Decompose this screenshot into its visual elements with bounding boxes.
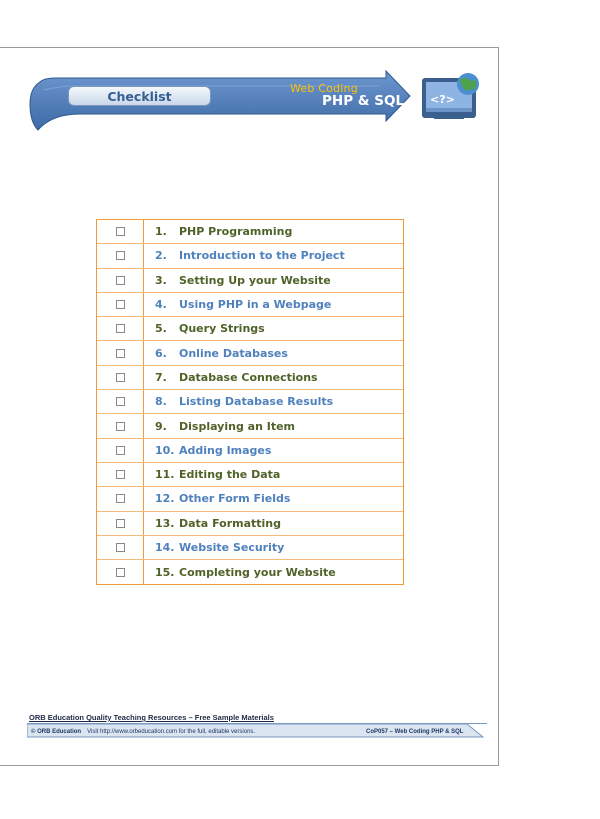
checkbox-cell xyxy=(97,317,144,340)
item-number: 3. xyxy=(155,273,167,287)
checklist-row xyxy=(97,536,403,560)
footer-copyright: © ORB Education xyxy=(31,729,82,735)
checklist-table xyxy=(96,219,404,585)
header-banner xyxy=(0,0,600,160)
footer-visit-text: Visit http://www.orbeducation.com for the full, editable versions. xyxy=(87,729,256,735)
checklist-item xyxy=(144,463,403,486)
checklist-row xyxy=(97,439,403,463)
checkbox[interactable] xyxy=(116,276,125,285)
checklist-item xyxy=(144,414,403,437)
checklist-row xyxy=(97,366,403,390)
checklist-row xyxy=(97,390,403,414)
checkbox-cell xyxy=(97,439,144,462)
course-title: PHP & SQL xyxy=(322,93,405,109)
item-number: 11. xyxy=(155,468,175,482)
item-title: Website Security xyxy=(179,541,285,554)
checkbox[interactable] xyxy=(116,568,125,577)
checkbox[interactable] xyxy=(116,494,125,503)
item-number: 10. xyxy=(155,443,175,457)
checklist-item xyxy=(144,269,403,292)
checklist-item xyxy=(144,293,403,316)
checklist-item xyxy=(144,487,403,510)
item-title: Setting Up your Website xyxy=(179,273,331,287)
checkbox-cell xyxy=(97,487,144,510)
item-title: Completing your Website xyxy=(179,565,336,579)
item-title: Online Databases xyxy=(179,346,288,360)
checklist-item xyxy=(144,536,403,559)
code-icon-text: <?> xyxy=(430,93,455,106)
item-title: Displaying an Item xyxy=(179,419,296,433)
item-number: 1. xyxy=(155,225,167,239)
item-title: Database Connections xyxy=(179,370,318,384)
item-number: 15. xyxy=(155,565,175,579)
checkbox-cell xyxy=(97,512,144,535)
item-title: PHP Programming xyxy=(179,225,293,239)
checkbox-cell xyxy=(97,244,144,267)
course-subtitle: Web Coding xyxy=(290,82,358,95)
checkbox-cell xyxy=(97,220,144,243)
item-number: 7. xyxy=(155,370,167,384)
checklist-row xyxy=(97,317,403,341)
checklist-row xyxy=(97,244,403,268)
item-title: Introduction to the Project xyxy=(179,249,345,263)
item-title: Using PHP in a Webpage xyxy=(179,298,332,312)
code-icon xyxy=(418,72,488,132)
checkbox[interactable] xyxy=(116,349,125,358)
checkbox[interactable] xyxy=(116,251,125,260)
item-number: 8. xyxy=(155,395,167,409)
item-number: 4. xyxy=(155,298,167,312)
checkbox-cell xyxy=(97,293,144,316)
item-number: 13. xyxy=(155,516,175,530)
checkbox-cell xyxy=(97,366,144,389)
checklist-tab: Checklist xyxy=(68,86,211,106)
item-title: Adding Images xyxy=(179,443,272,457)
checkbox[interactable] xyxy=(116,543,125,552)
checkbox-cell xyxy=(97,463,144,486)
checkbox[interactable] xyxy=(116,519,125,528)
item-number: 12. xyxy=(155,492,175,506)
checkbox[interactable] xyxy=(116,422,125,431)
checkbox[interactable] xyxy=(116,373,125,382)
checklist-item xyxy=(144,220,403,243)
checklist-item xyxy=(144,560,403,584)
checkbox[interactable] xyxy=(116,300,125,309)
checklist-item xyxy=(144,366,403,389)
checklist-row xyxy=(97,512,403,536)
checkbox-cell xyxy=(97,414,144,437)
checkbox[interactable] xyxy=(116,446,125,455)
checklist-row xyxy=(97,414,403,438)
checklist-row xyxy=(97,463,403,487)
item-title: Other Form Fields xyxy=(179,492,291,506)
checklist-row xyxy=(97,269,403,293)
checklist-row xyxy=(97,220,403,244)
checkbox-cell xyxy=(97,341,144,364)
item-number: 9. xyxy=(155,419,167,433)
checkbox-cell xyxy=(97,390,144,413)
banner-arrow-graphic xyxy=(0,0,600,160)
checklist-item xyxy=(144,244,403,267)
footer-copyright-line xyxy=(31,729,255,735)
checklist-row xyxy=(97,560,403,584)
checkbox[interactable] xyxy=(116,324,125,333)
checkbox-cell xyxy=(97,269,144,292)
item-title: Editing the Data xyxy=(179,468,281,482)
item-title: Query Strings xyxy=(179,322,265,336)
item-number: 5. xyxy=(155,322,167,336)
item-number: 2. xyxy=(155,249,167,263)
checkbox-cell xyxy=(97,560,144,584)
checklist-row xyxy=(97,487,403,511)
footer-product-code: CoP057 – Web Coding PHP & SQL xyxy=(366,729,464,735)
checklist-item xyxy=(144,439,403,462)
checkbox[interactable] xyxy=(116,227,125,236)
checklist-row xyxy=(97,293,403,317)
checklist-row xyxy=(97,341,403,365)
checkbox-cell xyxy=(97,536,144,559)
checklist-item xyxy=(144,341,403,364)
checklist-item xyxy=(144,390,403,413)
item-title: Data Formatting xyxy=(179,516,281,530)
checkbox[interactable] xyxy=(116,397,125,406)
item-title: Listing Database Results xyxy=(179,395,334,409)
item-number: 14. xyxy=(155,541,175,554)
checkbox[interactable] xyxy=(116,470,125,479)
checklist-item xyxy=(144,512,403,535)
checklist-item xyxy=(144,317,403,340)
footer-title: ORB Education Quality Teaching Resources – Free Sample Materials xyxy=(29,713,274,722)
item-number: 6. xyxy=(155,346,167,360)
